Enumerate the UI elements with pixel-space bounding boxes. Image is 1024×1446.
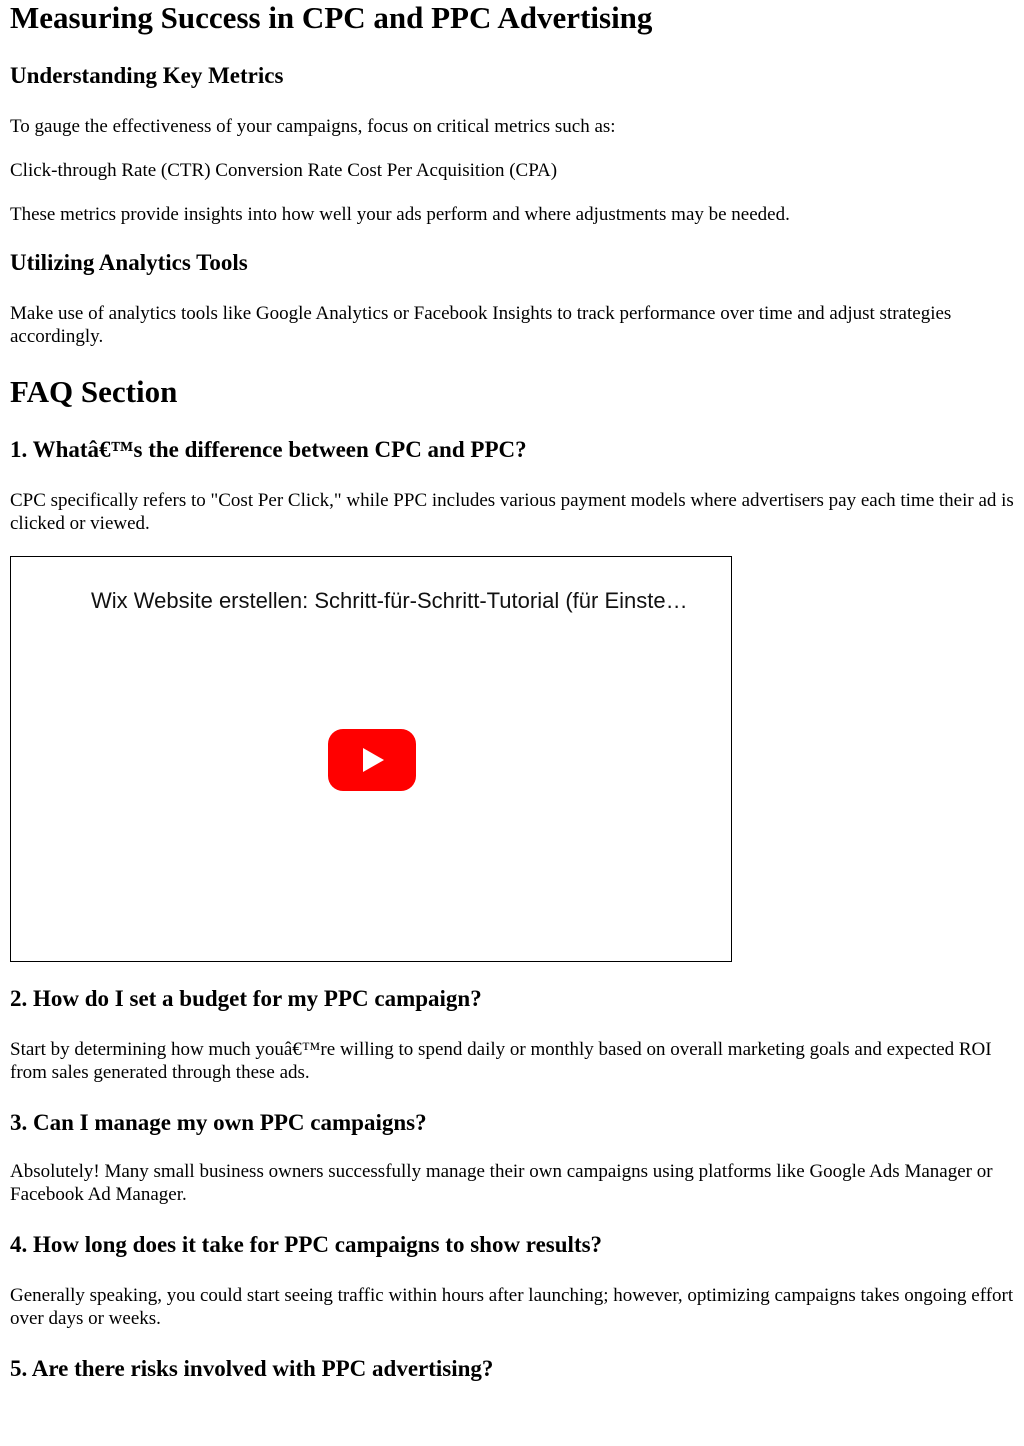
faq-question-2: 2. How do I set a budget for my PPC campaign?	[10, 986, 482, 1011]
faq-question-4: 4. How long does it take for PPC campaigns to show results?	[10, 1232, 603, 1257]
page-title: Measuring Success in CPC and PPC Advertising	[10, 0, 653, 35]
faq-answer-4: Generally speaking, you could start seeing traffic within hours after launching; however, optimizing campaigns takes ongoing effort over days or weeks.	[10, 1285, 1014, 1329]
faq-title: FAQ Section	[10, 374, 178, 409]
key-metrics-intro: To gauge the effectiveness of your campaigns, focus on critical metrics such as:	[10, 116, 616, 137]
youtube-play-icon[interactable]	[328, 729, 416, 791]
key-metrics-outro: These metrics provide insights into how well your ads perform and where adjustments may be needed.	[10, 204, 790, 225]
section-heading-key-metrics: Understanding Key Metrics	[10, 63, 284, 88]
faq-question-1: 1. Whatâ€™s the difference between CPC and PPC?	[10, 437, 527, 462]
key-metrics-list: Click-through Rate (CTR) Conversion Rate Cost Per Acquisition (CPA)	[10, 160, 558, 181]
faq-answer-3: Absolutely! Many small business owners successfully manage their own campaigns using platforms like Google Ads Manager or Facebook Ad Manager.	[10, 1161, 993, 1205]
faq-question-3: 3. Can I manage my own PPC campaigns?	[10, 1110, 427, 1135]
play-button-graphic	[328, 729, 416, 791]
embedded-video[interactable]	[10, 556, 732, 962]
faq-question-5: 5. Are there risks involved with PPC advertising?	[10, 1356, 494, 1381]
video-title[interactable]: Wix Website erstellen: Schritt-für-Schritt-Tutorial (für Einste…	[91, 588, 688, 613]
faq-answer-1: CPC specifically refers to "Cost Per Click," while PPC includes various payment models where advertisers pay each time their ad is clicked or viewed.	[10, 490, 1014, 534]
faq-answer-2: Start by determining how much youâ€™re willing to spend daily or monthly based on overall marketing goals and expected ROI from sales generated through these ads.	[10, 1039, 992, 1083]
analytics-tools-body: Make use of analytics tools like Google Analytics or Facebook Insights to track performance over time and adjust strategies accordingly.	[10, 303, 952, 347]
section-heading-analytics-tools: Utilizing Analytics Tools	[10, 250, 248, 275]
